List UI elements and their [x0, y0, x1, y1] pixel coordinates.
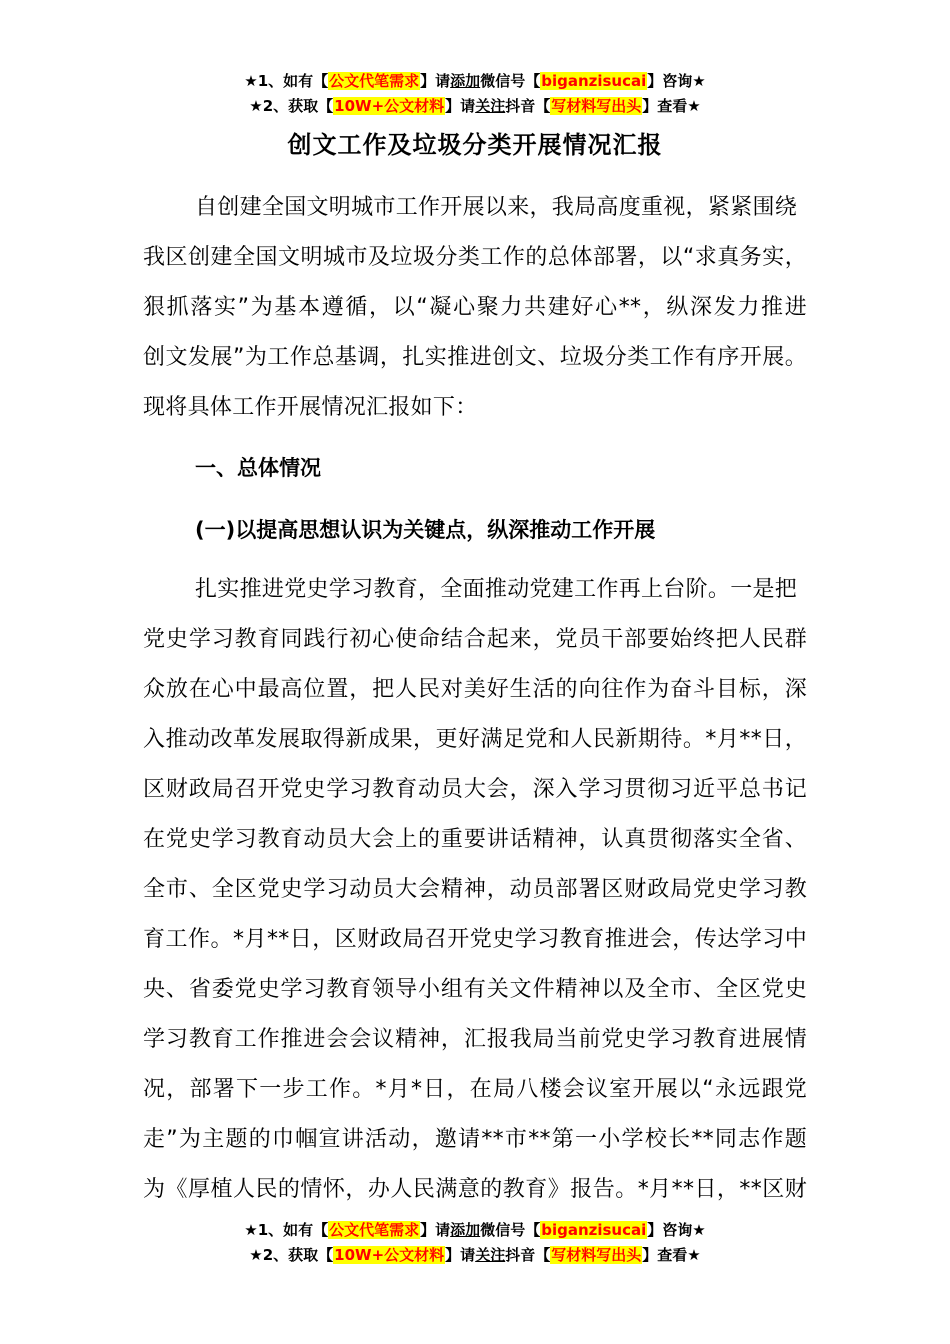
text-line: 况，部署下一步工作。*月*日，在局八楼会议室开展以“永远跟党 — [143, 1077, 807, 1102]
text-line: 走”为主题的巾帼宣讲活动，邀请**市**第一小学校长**同志作题 — [143, 1127, 807, 1152]
text-line: 区财政局召开党史学习教育动员大会，深入学习贯彻习近平总书记 — [143, 777, 807, 802]
text-line: 自创建全国文明城市工作开展以来，我局高度重视，紧紧围绕 — [195, 195, 798, 220]
banner-text: 】查看 — [642, 1246, 688, 1264]
text-line: 全市、全区党史学习动员大会精神，动员部署区财政局党史学习教 — [143, 877, 807, 902]
banner-text: 2、获取【 — [262, 1246, 334, 1264]
banner-text: 抖音【 — [505, 1246, 551, 1264]
text-line: 狠抓落实”为基本遵循，以“凝心聚力共建好心**，纵深发力推进 — [143, 295, 807, 320]
star-icon: ★ — [249, 1246, 263, 1264]
banner-highlight: 10W+公文材料 — [334, 97, 445, 115]
bottom-ad-banner — [0, 1218, 950, 1268]
paragraph-party-history — [143, 565, 807, 1215]
banner-highlight: 10W+公文材料 — [334, 1246, 445, 1264]
star-icon: ★ — [692, 1221, 706, 1239]
star-icon: ★ — [244, 72, 258, 90]
text-line: 入推动改革发展取得新成果，更好满足党和人民新期待。*月**日， — [143, 727, 807, 752]
document-title: 创文工作及垃圾分类开展情况汇报 — [287, 131, 663, 159]
banner-text: 】咨询 — [647, 72, 693, 90]
banner-highlight: 公文代笔需求 — [329, 1221, 420, 1239]
text-line: 众放在心中最高位置，把人民对美好生活的向往作为奋斗目标，深 — [143, 677, 807, 702]
banner-text: 1、如有【 — [257, 1221, 329, 1239]
subsection-heading: (一)以提高思想认识为关键点，纵深推动工作开展 — [195, 518, 656, 542]
banner-highlight: 公文代笔需求 — [329, 72, 420, 90]
banner-text: 2、获取【 — [262, 97, 334, 115]
text-line: 为《厚植人民的情怀，办人民满意的教育》报告。*月**日，**区财 — [143, 1177, 807, 1202]
banner-line-1 — [0, 69, 950, 94]
banner-text: 】请 — [445, 97, 476, 115]
banner-underlined: 关注 — [475, 1246, 506, 1264]
paragraph-intro — [143, 183, 807, 433]
banner-text: 1、如有【 — [257, 72, 329, 90]
banner-line-2 — [0, 1243, 950, 1268]
banner-text: 】请 — [445, 1246, 476, 1264]
banner-text: 】查看 — [642, 97, 688, 115]
banner-line-1 — [0, 1218, 950, 1243]
text-line: 我区创建全国文明城市及垃圾分类工作的总体部署，以“求真务实， — [143, 245, 807, 270]
text-line: 在党史学习教育动员大会上的重要讲话精神，认真贯彻落实全省、 — [143, 827, 807, 852]
text-line: 创文发展”为工作总基调，扎实推进创文、垃圾分类工作有序开展。 — [143, 345, 807, 370]
banner-text: 微信号【 — [480, 72, 541, 90]
star-icon: ★ — [687, 97, 701, 115]
banner-highlight: biganzisucai — [541, 72, 647, 90]
banner-text: 微信号【 — [480, 1221, 541, 1239]
banner-line-2 — [0, 94, 950, 119]
text-line: 育工作。*月**日，区财政局召开党史学习教育推进会，传达学习中 — [143, 927, 807, 952]
banner-highlight: 写材料写出头 — [551, 1246, 642, 1264]
banner-highlight: 写材料写出头 — [551, 97, 642, 115]
text-line: 学习教育工作推进会会议精神，汇报我局当前党史学习教育进展情 — [143, 1027, 807, 1052]
star-icon: ★ — [692, 72, 706, 90]
banner-text: 抖音【 — [505, 97, 551, 115]
text-line: 扎实推进党史学习教育，全面推动党建工作再上台阶。一是把 — [195, 577, 798, 602]
banner-underlined: 添加 — [450, 1221, 481, 1239]
banner-underlined: 添加 — [450, 72, 481, 90]
text-line: 党史学习教育同践行初心使命结合起来，党员干部要始终把人民群 — [143, 627, 807, 652]
banner-text: 】请 — [420, 72, 451, 90]
banner-text: 】咨询 — [647, 1221, 693, 1239]
banner-underlined: 关注 — [475, 97, 506, 115]
text-line: 央、省委党史学习教育领导小组有关文件精神以及全市、全区党史 — [143, 977, 807, 1002]
star-icon: ★ — [687, 1246, 701, 1264]
star-icon: ★ — [249, 97, 263, 115]
banner-text: 】请 — [420, 1221, 451, 1239]
banner-highlight: biganzisucai — [541, 1221, 647, 1239]
section-heading: 一、总体情况 — [195, 456, 321, 480]
star-icon: ★ — [244, 1221, 258, 1239]
text-line: 现将具体工作开展情况汇报如下： — [143, 395, 478, 420]
top-ad-banner — [0, 69, 950, 119]
